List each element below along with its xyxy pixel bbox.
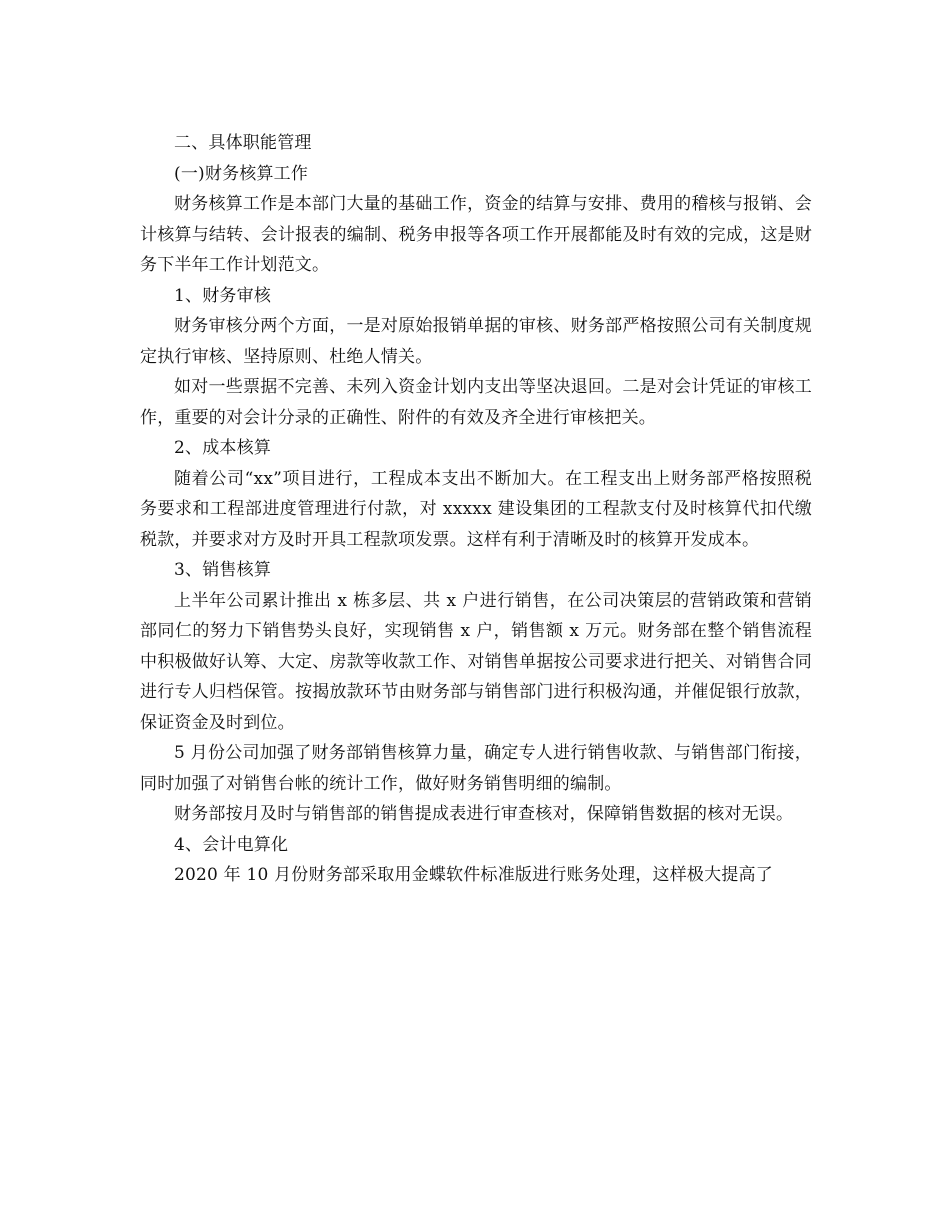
paragraph-voucher-audit: 如对一些票据不完善、未列入资金计划内支出等坚决退回。二是对会计凭证的审核工作，重要的对会计分录的正确性、附件的有效及齐全进行审核把关。	[140, 377, 812, 428]
subsection-heading-accounting-work: (一)财务核算工作	[174, 163, 309, 184]
item-heading-cost-accounting: 2、成本核算	[174, 438, 272, 458]
paragraph-computerized-accounting: 2020 年 10 月份财务部采取用金蝶软件标准版进行账务处理，这样极大提高了	[174, 865, 773, 885]
paragraph-sales-staffing: 5 月份公司加强了财务部销售核算力量，确定专人进行销售收款、与销售部门衔接，同时加强了对销售台帐的统计工作，做好财务销售明细的编制。	[140, 743, 812, 794]
document-body	[140, 128, 812, 891]
paragraph-financial-audit: 财务审核分两个方面，一是对原始报销单据的审核、财务部严格按照公司有关制度规定执行审核、坚持原则、杜绝人情关。	[140, 316, 812, 367]
paragraph-cost-accounting: 随着公司“xx”项目进行，工程成本支出不断加大。在工程支出上财务部严格按照税务要求和工程部进度管理进行付款，对 xxxxx 建设集团的工程款支付及时核算代扣代缴税款，并要求对方及时开具工程款项发票。这样有利于清晰及时的核算开发成本。	[140, 468, 812, 550]
section-heading-functional-management: 二、具体职能管理	[174, 133, 312, 153]
paragraph-sales-reconciliation: 财务部按月及时与销售部的销售提成表进行审查核对，保障销售数据的核对无误。	[174, 804, 794, 824]
item-heading-financial-audit: 1、财务审核	[174, 285, 272, 306]
paragraph-accounting-work: 财务核算工作是本部门大量的基础工作，资金的结算与安排、费用的稽核与报销、会计核算与结转、会计报表的编制、税务申报等各项工作开展都能及时有效的完成，这是财务下半年工作计划范文。	[140, 194, 812, 275]
item-heading-sales-accounting: 3、销售核算	[174, 560, 272, 580]
paragraph-sales-accounting: 上半年公司累计推出 x 栋多层、共 x 户进行销售，在公司决策层的营销政策和营销部同仁的努力下销售势头良好，实现销售 x 户，销售额 x 万元。财务部在整个销售流程中积极做好认筹、大定、房款等收款工作、对销售单据按公司要求进行把关、对销售合同进行专人归档保管。按揭放款环节由财务部与销售部门进行积极沟通，并催促银行放款，保证资金及时到位。	[140, 590, 812, 733]
item-heading-computerized-accounting: 4、会计电算化	[174, 834, 289, 855]
